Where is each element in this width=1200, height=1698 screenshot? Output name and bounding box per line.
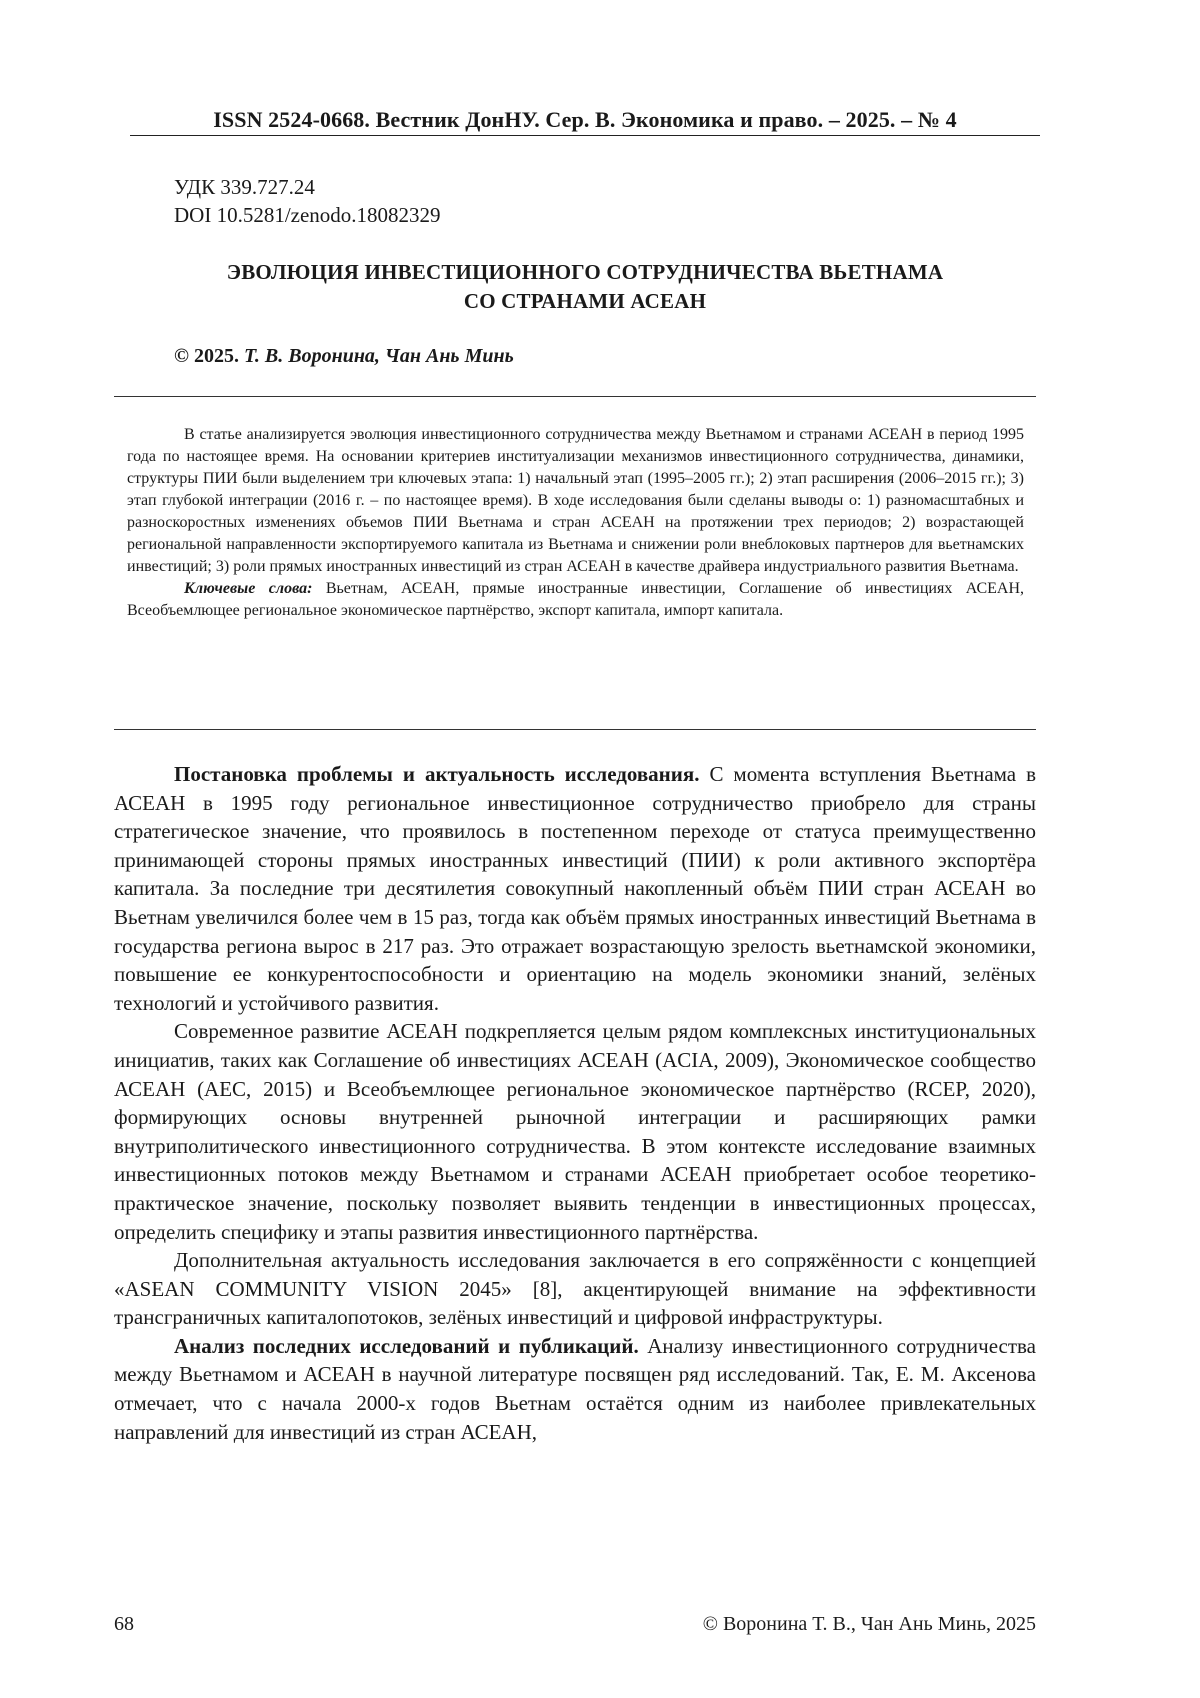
copyright-year: © 2025. <box>174 345 239 367</box>
article-body <box>114 760 1036 1446</box>
article-title-line-1: ЭВОЛЮЦИЯ ИНВЕСТИЦИОННОГО СОТРУДНИЧЕСТВА ВЬЕТНАМА <box>226 260 944 284</box>
authors-line <box>174 343 514 369</box>
footer-copyright: © Воронина Т. В., Чан Ань Минь, 2025 <box>702 1613 1036 1635</box>
body-paragraph <box>114 1332 1036 1446</box>
author-names: Т. В. Воронина, Чан Ань Минь <box>243 345 514 367</box>
page-number: 68 <box>114 1613 134 1635</box>
abstract-top-rule <box>114 396 1036 397</box>
section-heading-literature: Анализ последних исследований и публикаций. <box>174 1333 639 1358</box>
body-paragraph: Дополнительная актуальность исследования заключается в его сопряжённости с концепцией «ASEAN COMMUNITY VISION 2045» [8], акцентирующей внимание на эффективности трансграничных капиталопотоков, зелёных инвестиций и цифровой инфраструктуры. <box>114 1248 1036 1330</box>
article-title-line-2: СО СТРАНАМИ АСЕАН <box>463 289 707 313</box>
paragraph-text: С момента вступления Вьетнама в АСЕАН в 1995 году региональное инвестиционное сотрудничество приобрело для страны стратегическое значение, что проявилось в постепенном переходе от статуса преимущественно принимающей стороны прямых иностранных инвестиций (ПИИ) к роли активного экспортёра капитала. За последние три десятилетия совокупный накопленный объём ПИИ стран АСЕАН во Вьетнам увеличился более чем в 15 раз, тогда как объём прямых иностранных инвестиций Вьетнама в государства региона вырос в 217 раз. Это отражает возрастающую зрелость вьетнамской экономики, повышение ее конкурентоспособности и ориентацию на модель экономики знаний, зелёных технологий и устойчивого развития. <box>114 762 1036 1015</box>
body-paragraph <box>114 760 1036 1017</box>
paragraph-text: Анализу инвестиционного сотрудничества между Вьетнамом и АСЕАН в научной литературе посвящен ряд исследований. Так, Е. М. Аксенова отмечает, что с начала 2000-х годов Вьетнам остаётся одним из наиболее привлекательных направлений для инвестиций из стран АСЕАН, <box>114 1333 1036 1444</box>
article-title <box>130 258 1040 316</box>
keywords-label: Ключевые слова: <box>184 580 313 597</box>
abstract-text: В статье анализируется эволюция инвестиционного сотрудничества между Вьетнамом и странами АСЕАН в период 1995 года по настоящее время. На основании критериев институализации механизмов инвестиционного сотрудничества, динамики, структуры ПИИ были выделением три ключевых этапа: 1) начальный этап (1995–2005 гг.); 2) этап расширения (2006–2015 гг.); 3) этап глубокой интеграции (2016 г. – по настоящее время). В ходе исследования были сделаны выводы о: 1) разномасштабных и разноскоростных изменениях объемов ПИИ Вьетнама и стран АСЕАН на протяжении трех периодов; 2) возрастающей региональной направленности экспортируемого капитала из Вьетнама и снижении роли внеблоковых партнеров для вьетнамских инвестиций; 3) роли прямых иностранных инвестиций из стран АСЕАН в качестве драйвера индустриального развития Вьетнама. <box>127 426 1024 575</box>
abstract <box>127 424 1024 622</box>
keywords <box>127 578 1024 622</box>
section-heading-problem: Постановка проблемы и актуальность исследования. <box>174 762 700 786</box>
doi: DOI 10.5281/zenodo.18082329 <box>174 203 441 227</box>
keywords-text: Вьетнам, АСЕАН, прямые иностранные инвестиции, Соглашение об инвестициях АСЕАН, Всеобъемлющее региональное экономическое партнёрство, экспорт капитала, импорт капитала. <box>127 580 1025 619</box>
body-paragraph: Современное развитие АСЕАН подкрепляется целым рядом комплексных институциональных инициатив, таких как Соглашение об инвестициях АСЕАН (ACIA, 2009), Экономическое сообщество АСЕАН (AEC, 2015) и Всеобъемлющее региональное экономическое партнёрство (RCEP, 2020), формирующих основы внутренней рыночной интеграции и расширяющих рамки внутриполитического инвестиционного сотрудничества. В этом контексте исследование взаимных инвестиционных потоков между Вьетнамом и странами АСЕАН приобретает особое теоретико-практическое значение, поскольку позволяет выявить тенденции в инвестиционных процессах, определить специфику и этапы развития инвестиционного партнёрства. <box>114 1019 1036 1244</box>
udk-code: УДК 339.727.24 <box>174 175 315 199</box>
header-rule <box>130 135 1040 136</box>
abstract-bottom-rule <box>114 729 1036 730</box>
running-header: ISSN 2524-0668. Вестник ДонНУ. Сер. В. Экономика и право. – 2025. – № 4 <box>213 107 957 132</box>
